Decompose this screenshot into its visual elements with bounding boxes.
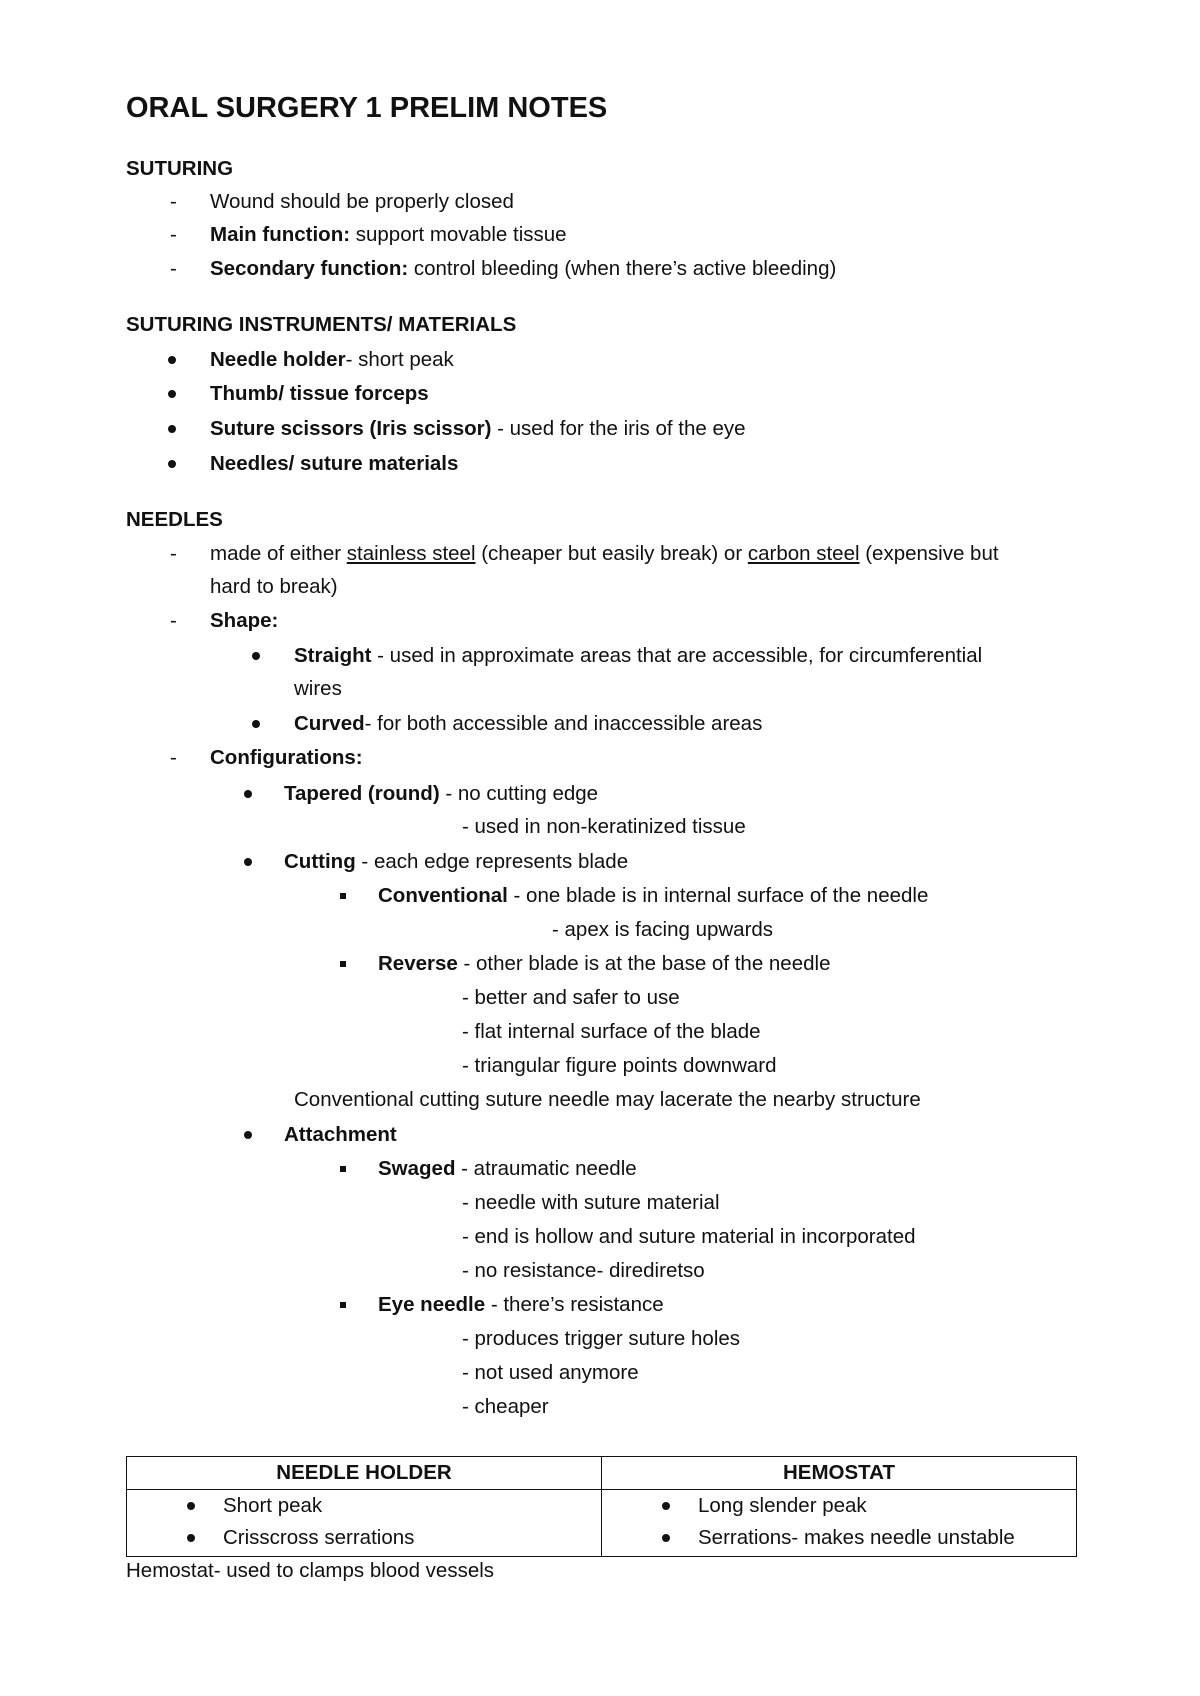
needle-material-line: made of either stainless steel (cheaper but easily break) or carbon steel (expensive but — [210, 542, 999, 565]
bullet-icon — [244, 858, 252, 866]
config-reverse-note: - triangular figure points downward — [462, 1054, 777, 1077]
attachment-eye-note: - cheaper — [462, 1395, 549, 1418]
config-conventional-note: - apex is facing upwards — [552, 918, 774, 941]
dash-bullet: - — [170, 609, 177, 632]
table-row — [127, 1490, 1077, 1557]
bullet-icon — [187, 1502, 195, 1510]
footer-note: Hemostat- used to clamps blood vessels — [126, 1559, 495, 1582]
table-cell-needle-holder — [127, 1490, 602, 1557]
dash-bullet: - — [170, 746, 177, 769]
attachment-eye-note: - not used anymore — [462, 1361, 639, 1384]
instrument-item-3: Suture scissors (Iris scissor) - used for the iris of the eye — [210, 417, 746, 440]
section-heading-needles: NEEDLES — [126, 508, 223, 531]
needle-material-continuation: hard to break) — [210, 575, 338, 598]
suturing-item-2: Main function: support movable tissue — [210, 223, 567, 246]
suturing-item-1: Wound should be properly closed — [210, 190, 514, 213]
section-heading-instruments: SUTURING INSTRUMENTS/ MATERIALS — [126, 313, 517, 336]
shape-straight: Straight - used in approximate areas that are accessible, for circumferential — [294, 644, 983, 667]
table-header-row — [127, 1457, 1077, 1490]
config-reverse: Reverse - other blade is at the base of the needle — [378, 952, 831, 975]
bullet-icon — [168, 425, 176, 433]
table-header-needle-holder: NEEDLE HOLDER — [127, 1457, 602, 1490]
attachment-swaged-note: - needle with suture material — [462, 1191, 720, 1214]
attachment-swaged-note: - no resistance- dirediretso — [462, 1259, 705, 1282]
config-reverse-note: - better and safer to use — [462, 986, 680, 1009]
table-header-hemostat: HEMOSTAT — [602, 1457, 1077, 1490]
bullet-icon — [252, 720, 260, 728]
comparison-table — [126, 1456, 1077, 1557]
list-item: Long slender peak — [602, 1490, 1076, 1522]
attachment-swaged: Swaged - atraumatic needle — [378, 1157, 637, 1180]
bullet-icon — [168, 460, 176, 468]
attachment-eye-note: - produces trigger suture holes — [462, 1327, 741, 1350]
bullet-icon — [187, 1534, 195, 1542]
dash-bullet: - — [170, 223, 177, 246]
dash-bullet: - — [170, 257, 177, 280]
table-cell-hemostat — [602, 1490, 1077, 1557]
shape-label: Shape: — [210, 609, 279, 632]
bullet-icon — [252, 652, 260, 660]
bullet-icon — [168, 356, 176, 364]
conventional-remark: Conventional cutting suture needle may lacerate the nearby structure — [294, 1088, 921, 1111]
square-bullet-icon — [340, 961, 346, 967]
bullet-icon — [244, 1131, 252, 1139]
config-tapered-note: - used in non-keratinized tissue — [462, 815, 746, 838]
section-heading-suturing: SUTURING — [126, 157, 234, 180]
dash-bullet: - — [170, 542, 177, 565]
square-bullet-icon — [340, 893, 346, 899]
list-item: Crisscross serrations — [127, 1522, 601, 1554]
list-item: Short peak — [127, 1490, 601, 1522]
dash-bullet: - — [170, 190, 177, 213]
shape-curved: Curved- for both accessible and inaccessible areas — [294, 712, 763, 735]
config-tapered: Tapered (round) - no cutting edge — [284, 782, 599, 805]
list-item: Serrations- makes needle unstable — [602, 1522, 1076, 1554]
bullet-icon — [662, 1534, 670, 1542]
square-bullet-icon — [340, 1166, 346, 1172]
square-bullet-icon — [340, 1302, 346, 1308]
page-title: ORAL SURGERY 1 PRELIM NOTES — [126, 92, 608, 124]
bullet-icon — [168, 390, 176, 398]
instrument-item-4: Needles/ suture materials — [210, 452, 459, 475]
configurations-label: Configurations: — [210, 746, 363, 769]
instrument-item-2: Thumb/ tissue forceps — [210, 382, 429, 405]
config-reverse-note: - flat internal surface of the blade — [462, 1020, 761, 1043]
instrument-item-1: Needle holder- short peak — [210, 348, 454, 371]
bullet-icon — [244, 790, 252, 798]
config-conventional: Conventional - one blade is in internal surface of the needle — [378, 884, 929, 907]
attachment-label: Attachment — [284, 1123, 397, 1146]
attachment-eye-needle: Eye needle - there’s resistance — [378, 1293, 664, 1316]
config-cutting: Cutting - each edge represents blade — [284, 850, 629, 873]
shape-straight-continuation: wires — [294, 677, 342, 700]
suturing-item-3: Secondary function: control bleeding (when there’s active bleeding) — [210, 257, 837, 280]
bullet-icon — [662, 1502, 670, 1510]
attachment-swaged-note: - end is hollow and suture material in incorporated — [462, 1225, 916, 1248]
